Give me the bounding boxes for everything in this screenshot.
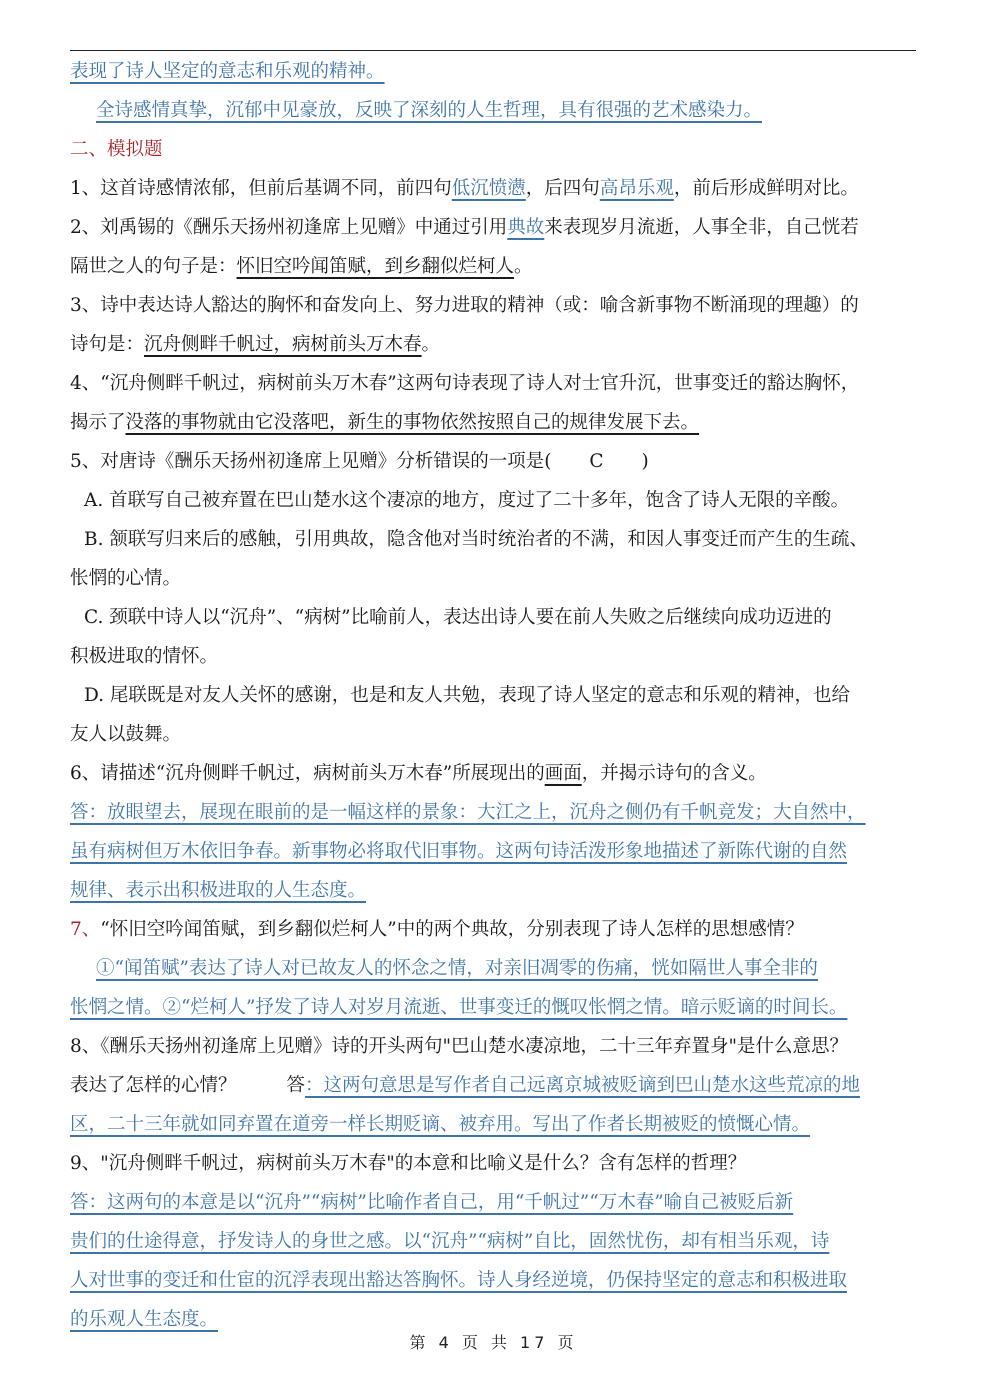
q6-answer-line-3: 规律、表示出积极进取的人生态度。: [70, 880, 367, 901]
prev-answer-line-1: 表现了诗人坚定的意志和乐观的精神。: [70, 61, 385, 82]
question-1: 1、这首诗感情浓郁，但前后基调不同，前四句低沉愤懑，后四句高昂乐观，前后形成鲜明对比。: [70, 178, 859, 199]
q6-answer-line-1: 答：放眼望去，展现在眼前的是一幅这样的景象：大江之上，沉舟之侧仍有千帆竞发；大自然中，: [70, 802, 866, 823]
q4-answer: 没落的事物就由它没落吧，新生的事物依然按照自己的规律发展下去。: [125, 412, 700, 433]
q1-answer-1: 低沉愤懑: [451, 178, 526, 199]
q9-answer-line-1: 答：这两句的本意是以“沉舟”“病树”比喻作者自己，用“千帆过”“万木春”喻自己被贬后新: [70, 1192, 794, 1213]
question-2: 2、刘禹锡的《酬乐天扬州初逢席上见赠》中通过引用典故来表现岁月流逝，人事全非，自己恍若: [70, 217, 859, 238]
question-8: 8、《酬乐天扬州初逢席上见赠》诗的开头两句"巴山楚水凄凉地，二十三年弃置身"是什么意思？: [70, 1036, 849, 1057]
question-4: 4、“沉舟侧畔千帆过，病树前头万木春”这两句诗表现了诗人对士官升沉，世事变迁的豁达胸怀，: [70, 373, 860, 394]
question-6: 6、请描述“沉舟侧畔千帆过，病树前头万木春”所展现出的画面，并揭示诗句的含义。: [70, 763, 767, 784]
prev-answer-line-2: 全诗感情真挚，沉郁中见豪放，反映了深刻的人生哲理，具有很强的艺术感染力。: [96, 100, 763, 121]
question-2-line-2: 隔世之人的句子是：怀旧空吟闻笛赋，到乡翻似烂柯人。: [70, 256, 533, 277]
q5-option-b-cont: 怅惘的心情。: [70, 568, 182, 589]
q2-answer: 怀旧空吟闻笛赋，到乡翻似烂柯人: [236, 256, 515, 277]
q5-answer: C: [589, 451, 604, 472]
document-body: [70, 52, 920, 1339]
q5-option-d: D. 尾联既是对友人关怀的感谢，也是和友人共勉，表现了诗人坚定的意志和乐观的精神，也给: [84, 685, 850, 706]
q9-answer-line-3: 人对世事的变迁和仕宦的沉浮表现出豁达答胸怀。诗人身经逆境，仍保持坚定的意志和积极进取: [70, 1270, 848, 1291]
q5-option-d-cont: 友人以鼓舞。: [70, 724, 182, 745]
header-rule: [70, 50, 916, 51]
q1-answer-2: 高昂乐观: [599, 178, 674, 199]
q7-answer-line-1: ①“闻笛赋”表达了诗人对已故友人的怀念之情，对亲旧凋零的伤痛，恍如隔世人事全非的: [96, 958, 818, 979]
q2-key: 典故: [507, 217, 545, 238]
q5-option-b: B. 颔联写归来后的感触，引用典故，隐含他对当时统治者的不满，和因人事变迁而产生的生疏、: [84, 529, 868, 550]
question-4-line-2: 揭示了没落的事物就由它没落吧，新生的事物依然按照自己的规律发展下去。: [70, 412, 700, 433]
q5-option-a: A. 首联写自己被弃置在巴山楚水这个凄凉的地方，度过了二十多年，饱含了诗人无限的辛酸。: [84, 490, 850, 511]
section-title: 二、模拟题: [70, 139, 163, 160]
q6-answer-line-2: 虽有病树但万木依旧争春。新事物必将取代旧事物。这两句诗活泼形象地描述了新陈代谢的自然: [70, 841, 848, 862]
question-7: 7、“怀旧空吟闻笛赋，到乡翻似烂柯人”中的两个典故，分别表现了诗人怎样的思想感情？: [70, 919, 804, 940]
q5-option-c: C. 颈联中诗人以“沉舟”、“病树”比喻前人，表达出诗人要在前人失败之后继续向成功迈进的: [84, 607, 832, 628]
q9-answer-line-4: 的乐观人生态度。: [70, 1309, 219, 1330]
question-8-line-2: 表达了怎样的心情？ 答：这两句意思是写作者自己远离京城被贬谪到巴山楚水这些荒凉的地: [70, 1075, 861, 1096]
q3-answer: 沉舟侧畔千帆过，病树前头万木春: [144, 334, 422, 355]
q8-answer-line-2: 区，二十三年就如同弃置在道旁一样长期贬谪、被弃用。写出了作者长期被贬的愤慨心情。: [70, 1114, 811, 1135]
question-9: 9、"沉舟侧畔千帆过，病树前头万木春"的本意和比喻义是什么？含有怎样的哲理？: [70, 1153, 747, 1174]
q8-answer-line-1: ：这两句意思是写作者自己远离京城被贬谪到巴山楚水这些荒凉的地: [305, 1075, 861, 1096]
page-number: 第 4 页 共 17 页: [409, 1333, 578, 1352]
q9-answer-line-2: 贵们的仕途得意，抒发诗人的身世之感。以“沉舟”“病树”自比，固然忧伤，却有相当乐观，诗: [70, 1231, 830, 1252]
q5-option-c-cont: 积极进取的情怀。: [70, 646, 219, 667]
question-3: 3、诗中表达诗人豁达的胸怀和奋发向上、努力进取的精神（或：喻含新事物不断涌现的理趣）的: [70, 295, 859, 316]
q7-answer-line-2: 怅惘之情。②“烂柯人”抒发了诗人对岁月流逝、世事变迁的慨叹怅惘之情。暗示贬谪的时间长。: [70, 997, 848, 1018]
q6-key: 画面: [544, 763, 582, 784]
question-5: 5、对唐诗《酬乐天扬州初逢席上见赠》分析错误的一项是( C ): [70, 442, 920, 481]
question-3-line-2: 诗句是：沉舟侧畔千帆过，病树前头万木春。: [70, 334, 441, 355]
